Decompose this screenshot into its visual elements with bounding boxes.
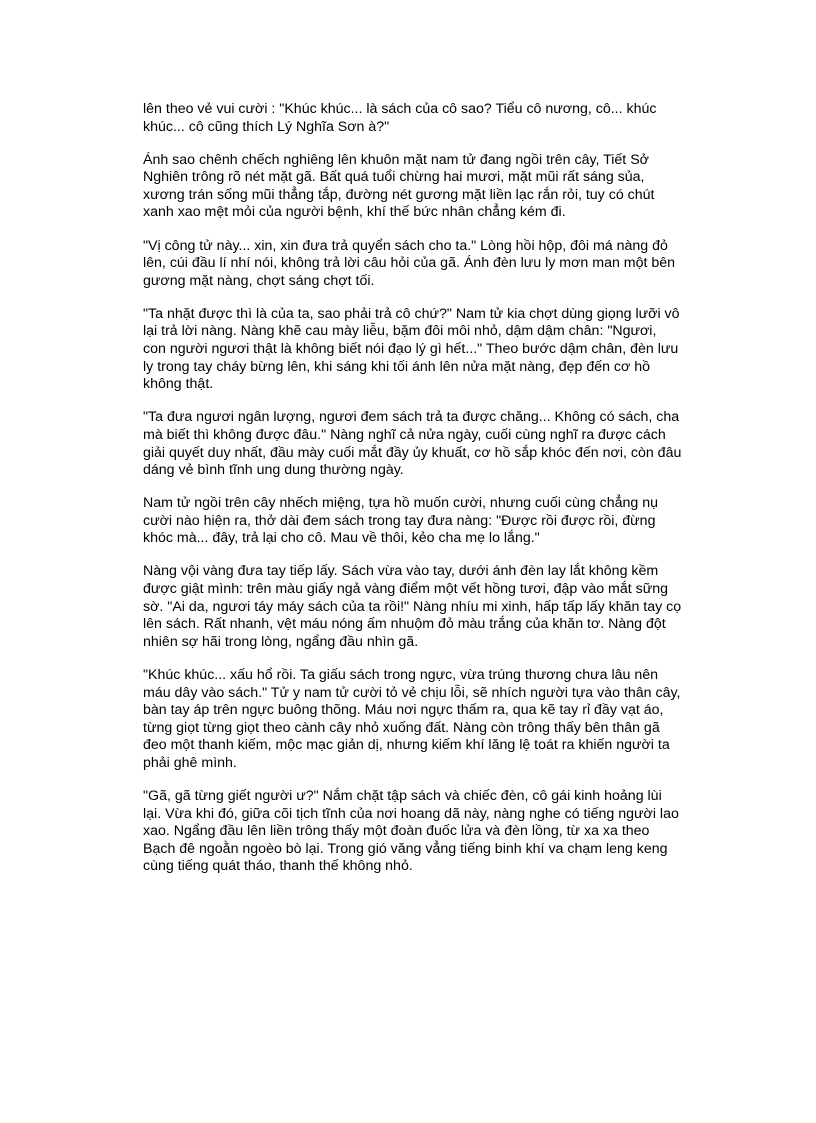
paragraph: "Ta nhặt được thì là của ta, sao phải trả cô chứ?" Nam tử kia chợt dùng giọng lưỡi vô lại trả lời nàng. Nàng khẽ cau mày liễu, bặm đôi môi nhỏ, dậm dậm chân: "Ngươi, con người ngươi thật là không biết nói đạo lý gì hết..." Theo bước dậm chân, đèn lưu ly trong tay cháy bừng lên, khi sáng khi tối ánh lên nửa mặt nàng, đẹp đến cơ hồ không thật. bbox=[143, 305, 680, 393]
paragraph: lên theo vẻ vui cười : "Khúc khúc... là sách của cô sao? Tiểu cô nương, cô... khúc khúc... cô cũng thích Lý Nghĩa Sơn à?" bbox=[143, 101, 657, 135]
paragraph: Nàng vội vàng đưa tay tiếp lấy. Sách vừa vào tay, dưới ánh đèn lay lắt không kềm được giật mình: trên màu giấy ngả vàng điểm một vết hồng tươi, đập vào mắt sững sờ. "Ai da, ngươi táy máy sách của ta rồi!" Nàng nhíu mi xinh, hấp tấp lấy khăn tay cọ lên sách. Rất nhanh, vệt máu nóng ấm nhuộm đỏ màu trắng của khăn tơ. Nàng đột nhiên sợ hãi trong lòng, ngẩng đầu nhìn gã. bbox=[143, 563, 682, 650]
paragraph: Ánh sao chênh chếch nghiêng lên khuôn mặt nam tử đang ngồi trên cây, Tiết Sở Nghiên trông rõ nét mặt gã. Bất quá tuổi chừng hai mươi, mặt mũi rất sáng sủa, xương trán sống mũi thẳng tắp, đường nét gương mặt liền lạc rắn rỏi, tuy có chút xanh xao mệt mỏi của người bệnh, khí thế bức nhân chẳng kém đi. bbox=[143, 151, 655, 221]
paragraph: "Gã, gã từng giết người ư?" Nắm chặt tập sách và chiếc đèn, cô gái kinh hoảng lùi lại. Vừa khi đó, giữa cõi tịch tĩnh của nơi hoang dã này, nàng nghe có tiếng người lao xao. Ngẩng đầu lên liền trông thấy một đoàn đuốc lửa và đèn lồng, từ xa xa theo Bạch đê ngoằn ngoèo bò lại. Trong gió văng vẳng tiếng binh khí va chạm leng keng cùng tiếng quát tháo, thanh thế không nhỏ. bbox=[143, 788, 679, 875]
paragraph: Nam tử ngồi trên cây nhếch miệng, tựa hồ muốn cười, nhưng cuối cùng chẳng nụ cười nào hiện ra, thở dài đem sách trong tay đưa nàng: "Được rồi được rồi, đừng khóc mà... đây, trả lại cho cô. Mau về thôi, kẻo cha mẹ lo lắng." bbox=[143, 495, 658, 547]
document-page bbox=[143, 101, 683, 891]
paragraph: "Vị công tử này... xin, xin đưa trả quyển sách cho ta." Lòng hồi hộp, đôi má nàng đỏ lên, cúi đầu lí nhí nói, không trả lời câu hỏi của gã. Ánh đèn lưu ly mơn man một bên gương mặt nàng, chợt sáng chợt tối. bbox=[143, 237, 676, 289]
paragraph: "Ta đưa ngươi ngân lượng, ngươi đem sách trả ta được chăng... Không có sách, cha mà biết thì không được đâu." Nàng nghĩ cả nửa ngày, cuối cùng nghĩ ra được cách giải quyết duy nhất, đầu mày cuối mắt đầy ủy khuất, cơ hồ sắp khóc đến nơi, còn đâu dáng vẻ bình tĩnh ung dung thường ngày. bbox=[143, 409, 682, 479]
paragraph: "Khúc khúc... xấu hổ rồi. Ta giấu sách trong ngực, vừa trúng thương chưa lâu nên máu dây vào sách." Tử y nam tử cười tỏ vẻ chịu lỗi, sẽ nhích người tựa vào thân cây, bàn tay áp trên ngực buông thõng. Máu nơi ngực thấm ra, qua kẽ tay rỉ đầy vạt áo, từng giọt từng giọt theo cành cây nhỏ xuống đất. Nàng còn trông thấy bên thân gã đeo một thanh kiếm, mộc mạc giản dị, nhưng kiếm khí lăng lệ toát ra khiến người ta phải ghê mình. bbox=[143, 666, 681, 771]
